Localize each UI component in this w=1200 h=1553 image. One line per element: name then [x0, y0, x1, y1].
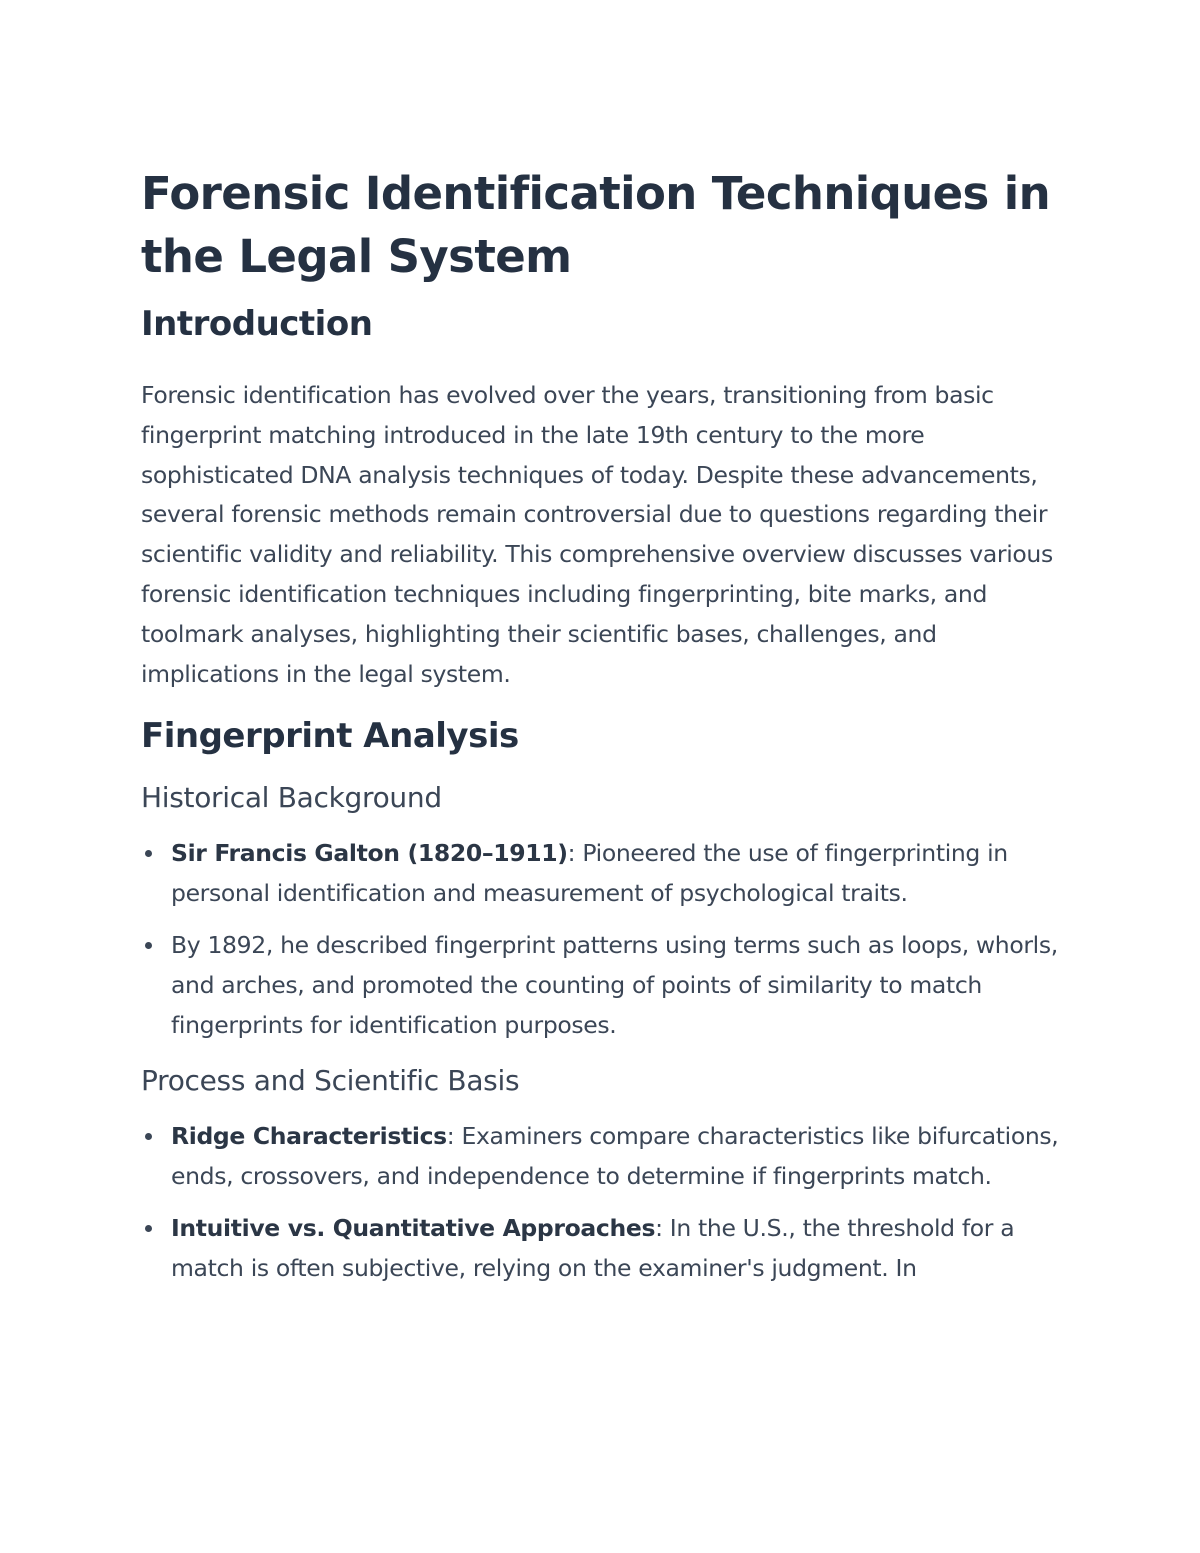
historical-background-list	[141, 833, 1061, 1045]
bullet-icon	[145, 1225, 152, 1232]
bullet-icon	[145, 942, 152, 949]
subheading-process-and-scientific-basis: Process and Scientific Basis	[141, 1064, 520, 1098]
process-list	[141, 1116, 1061, 1288]
list-item-term: Intuitive vs. Quantitative Approaches	[171, 1214, 656, 1243]
section-heading-fingerprint-analysis: Fingerprint Analysis	[141, 716, 519, 757]
list-item-text: : Pioneered the use of fingerprinting in personal identification and measurement of psychological traits.	[171, 839, 1008, 908]
list-item-term: Ridge Characteristics	[171, 1122, 447, 1151]
bullet-icon	[145, 1133, 152, 1140]
list-item-text: : In the U.S., the threshold for a match is often subjective, relying on the examiner's judgment. In	[171, 1214, 1015, 1283]
bullet-icon	[145, 850, 152, 857]
list-item-text: : Examiners compare characteristics like bifurcations, ends, crossovers, and independence to determine if fingerprints match.	[171, 1122, 1059, 1191]
document-title: Forensic Identification Techniques in the Legal System	[141, 167, 1051, 283]
list-item	[141, 833, 1061, 913]
subheading-historical-background: Historical Background	[141, 781, 442, 815]
introduction-paragraph: Forensic identification has evolved over the years, transitioning from basic fingerprint matching introduced in the late 19th century to the more sophisticated DNA analysis techniques of today. Despite these advancements, several forensic methods remain controversial due to questions regarding their scientific validity and reliability. This comprehensive overview discusses various forensic identification techniques including fingerprinting, bite marks, and toolmark analyses, highlighting their scientific bases, challenges, and implications in the legal system.	[141, 381, 1053, 688]
list-item-term: Sir Francis Galton (1820–1911)	[171, 839, 568, 868]
list-item-text: By 1892, he described fingerprint patterns using terms such as loops, whorls, and arches, and promoted the counting of points of similarity to match fingerprints for identification purposes.	[171, 931, 1058, 1040]
document-page	[141, 162, 1061, 1300]
section-heading-introduction: Introduction	[141, 304, 373, 344]
list-item	[141, 925, 1061, 1045]
list-item	[141, 1116, 1061, 1196]
list-item	[141, 1208, 1061, 1288]
